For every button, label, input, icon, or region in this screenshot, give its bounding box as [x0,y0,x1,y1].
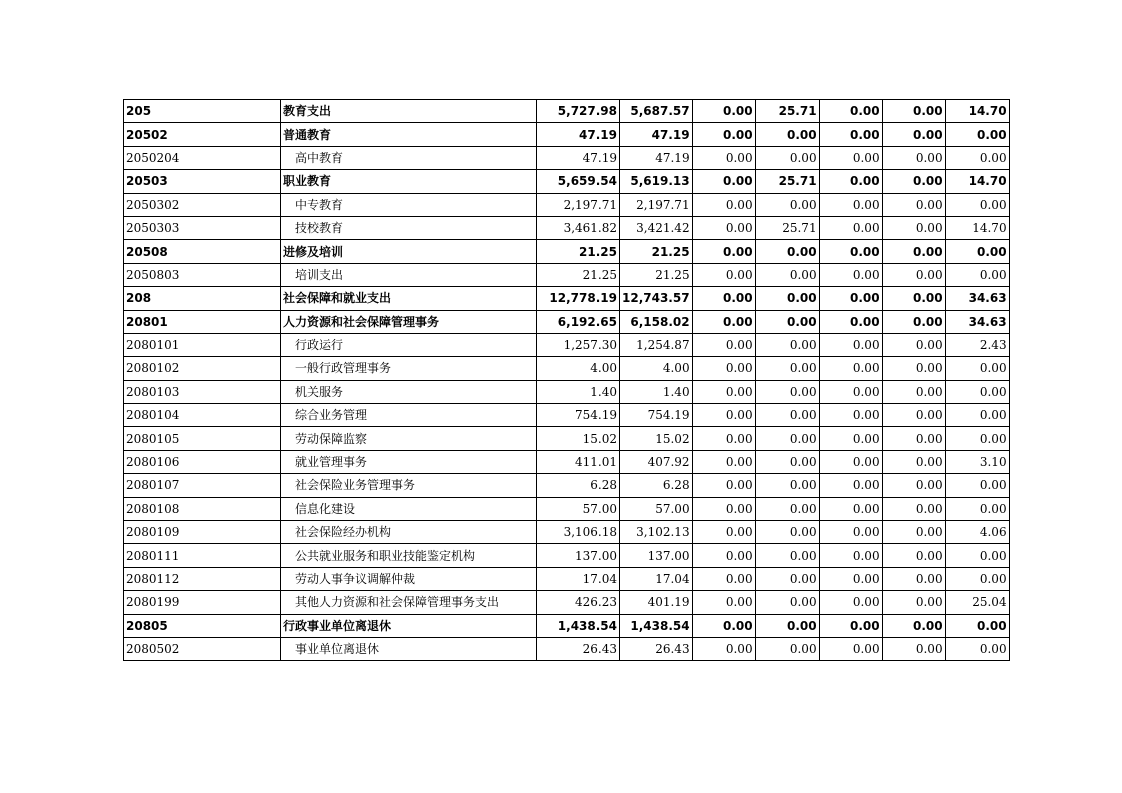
amount-cell: 0.00 [692,591,755,614]
table-row [124,450,1010,473]
amount-cell: 0.00 [692,567,755,590]
amount-cell: 12,778.19 [537,287,620,310]
amount-cell: 47.19 [620,146,693,169]
amount-cell: 0.00 [692,521,755,544]
subject-name-cell [281,333,537,356]
amount-cell: 0.00 [819,567,882,590]
amount-cell: 0.00 [882,544,945,567]
amount-cell: 754.19 [620,404,693,427]
amount-cell: 0.00 [755,146,819,169]
amount-cell: 0.00 [882,170,945,193]
table-row [124,287,1010,310]
subject-name-text: 社会保障和就业支出 [283,291,392,306]
amount-cell: 137.00 [620,544,693,567]
amount-cell: 0.00 [819,497,882,520]
amount-cell: 0.00 [755,333,819,356]
subject-code-cell: 2080106 [124,450,281,473]
amount-cell: 0.00 [755,637,819,660]
amount-cell: 12,743.57 [620,287,693,310]
amount-cell: 0.00 [882,100,945,123]
amount-cell: 25.71 [755,100,819,123]
table-row [124,146,1010,169]
amount-cell: 0.00 [755,544,819,567]
subject-code-cell: 2050303 [124,216,281,239]
amount-cell: 0.00 [882,216,945,239]
amount-cell: 14.70 [945,216,1009,239]
amount-cell: 0.00 [819,380,882,403]
amount-cell: 0.00 [692,544,755,567]
amount-cell: 14.70 [945,170,1009,193]
amount-cell: 3.10 [945,450,1009,473]
subject-code-cell: 2080199 [124,591,281,614]
amount-cell: 0.00 [755,310,819,333]
amount-cell: 4.06 [945,521,1009,544]
subject-code-cell: 2080101 [124,333,281,356]
subject-name-text: 公共就业服务和职业技能鉴定机构 [295,548,476,563]
amount-cell: 0.00 [882,333,945,356]
amount-cell: 17.04 [537,567,620,590]
amount-cell: 47.19 [537,123,620,146]
subject-name-cell [281,310,537,333]
amount-cell: 57.00 [537,497,620,520]
subject-code-cell: 20801 [124,310,281,333]
amount-cell: 21.25 [537,240,620,263]
subject-code-cell: 20805 [124,614,281,637]
amount-cell: 0.00 [755,240,819,263]
amount-cell: 1.40 [620,380,693,403]
amount-cell: 0.00 [882,357,945,380]
amount-cell: 0.00 [692,357,755,380]
subject-code-cell: 208 [124,287,281,310]
amount-cell: 0.00 [882,240,945,263]
amount-cell: 0.00 [755,614,819,637]
amount-cell: 0.00 [882,474,945,497]
subject-code-cell: 2080108 [124,497,281,520]
amount-cell: 3,461.82 [537,216,620,239]
subject-name-text: 事业单位离退休 [295,642,380,657]
amount-cell: 6.28 [620,474,693,497]
subject-name-text: 机关服务 [295,384,344,399]
subject-code-cell: 20503 [124,170,281,193]
amount-cell: 0.00 [882,521,945,544]
table-row [124,170,1010,193]
amount-cell: 3,106.18 [537,521,620,544]
table-row [124,100,1010,123]
amount-cell: 26.43 [537,637,620,660]
subject-name-text: 劳动保障监察 [295,431,368,446]
amount-cell: 1,254.87 [620,333,693,356]
subject-code-cell: 2080109 [124,521,281,544]
amount-cell: 0.00 [819,357,882,380]
amount-cell: 0.00 [755,450,819,473]
amount-cell: 0.00 [945,427,1009,450]
amount-cell: 0.00 [819,146,882,169]
amount-cell: 0.00 [945,263,1009,286]
amount-cell: 0.00 [882,310,945,333]
subject-code-cell: 2080111 [124,544,281,567]
amount-cell: 0.00 [819,614,882,637]
amount-cell: 0.00 [755,287,819,310]
subject-name-text: 进修及培训 [283,244,344,259]
amount-cell: 0.00 [755,357,819,380]
table-row [124,123,1010,146]
amount-cell: 411.01 [537,450,620,473]
amount-cell: 0.00 [882,123,945,146]
amount-cell: 5,619.13 [620,170,693,193]
amount-cell: 0.00 [819,240,882,263]
subject-code-cell: 2050204 [124,146,281,169]
amount-cell: 0.00 [819,263,882,286]
amount-cell: 0.00 [819,404,882,427]
subject-name-text: 中专教育 [295,197,344,212]
subject-name-cell [281,567,537,590]
subject-name-cell [281,170,537,193]
amount-cell: 0.00 [945,123,1009,146]
subject-name-text: 普通教育 [283,127,332,142]
amount-cell: 0.00 [692,333,755,356]
subject-code-cell: 2080105 [124,427,281,450]
subject-code-cell: 20508 [124,240,281,263]
amount-cell: 21.25 [537,263,620,286]
subject-name-cell [281,404,537,427]
amount-cell: 0.00 [882,591,945,614]
subject-name-cell [281,216,537,239]
amount-cell: 0.00 [819,591,882,614]
subject-code-cell: 2080502 [124,637,281,660]
subject-name-text: 教育支出 [283,104,332,119]
amount-cell: 2.43 [945,333,1009,356]
amount-cell: 0.00 [945,404,1009,427]
subject-code-cell: 2080104 [124,404,281,427]
subject-name-text: 综合业务管理 [295,408,368,423]
table-row [124,497,1010,520]
amount-cell: 6,158.02 [620,310,693,333]
amount-cell: 0.00 [755,497,819,520]
amount-cell: 0.00 [819,310,882,333]
amount-cell: 2,197.71 [537,193,620,216]
subject-name-text: 社会保险经办机构 [295,525,392,540]
amount-cell: 0.00 [692,310,755,333]
amount-cell: 0.00 [882,450,945,473]
subject-name-cell [281,637,537,660]
subject-code-cell: 2050302 [124,193,281,216]
amount-cell: 0.00 [692,216,755,239]
subject-name-cell [281,450,537,473]
amount-cell: 0.00 [755,521,819,544]
table-row [124,614,1010,637]
amount-cell: 0.00 [945,544,1009,567]
amount-cell: 0.00 [882,263,945,286]
amount-cell: 15.02 [537,427,620,450]
amount-cell: 47.19 [537,146,620,169]
amount-cell: 0.00 [819,521,882,544]
subject-name-cell [281,193,537,216]
amount-cell: 0.00 [945,240,1009,263]
subject-name-text: 一般行政管理事务 [295,361,392,376]
amount-cell: 14.70 [945,100,1009,123]
subject-code-cell: 205 [124,100,281,123]
subject-code-cell: 2080107 [124,474,281,497]
table-row [124,404,1010,427]
amount-cell: 0.00 [755,474,819,497]
amount-cell: 0.00 [882,287,945,310]
table-row [124,567,1010,590]
amount-cell: 4.00 [537,357,620,380]
amount-cell: 21.25 [620,240,693,263]
amount-cell: 0.00 [692,193,755,216]
amount-cell: 3,421.42 [620,216,693,239]
amount-cell: 1,438.54 [620,614,693,637]
amount-cell: 1,438.54 [537,614,620,637]
table-row [124,357,1010,380]
table-row [124,216,1010,239]
amount-cell: 57.00 [620,497,693,520]
subject-name-text: 高中教育 [295,150,344,165]
amount-cell: 4.00 [620,357,693,380]
subject-name-cell [281,100,537,123]
subject-name-cell [281,146,537,169]
subject-name-text: 社会保险业务管理事务 [295,478,416,493]
amount-cell: 0.00 [819,637,882,660]
amount-cell: 0.00 [755,193,819,216]
amount-cell: 0.00 [692,614,755,637]
table-row [124,380,1010,403]
amount-cell: 15.02 [620,427,693,450]
subject-name-cell [281,544,537,567]
subject-name-text: 技校教育 [295,221,344,236]
amount-cell: 0.00 [819,170,882,193]
amount-cell: 0.00 [945,357,1009,380]
amount-cell: 0.00 [692,474,755,497]
table-row [124,263,1010,286]
amount-cell: 0.00 [945,380,1009,403]
amount-cell: 0.00 [819,544,882,567]
table-row [124,427,1010,450]
amount-cell: 0.00 [692,240,755,263]
subject-name-cell [281,287,537,310]
amount-cell: 0.00 [692,427,755,450]
table-row [124,310,1010,333]
subject-name-cell [281,240,537,263]
amount-cell: 0.00 [945,614,1009,637]
table-row [124,521,1010,544]
amount-cell: 2,197.71 [620,193,693,216]
amount-cell: 0.00 [882,404,945,427]
amount-cell: 34.63 [945,287,1009,310]
amount-cell: 0.00 [692,497,755,520]
amount-cell: 0.00 [755,567,819,590]
amount-cell: 0.00 [945,567,1009,590]
amount-cell: 0.00 [819,287,882,310]
subject-name-cell [281,427,537,450]
table-row [124,193,1010,216]
amount-cell: 6,192.65 [537,310,620,333]
subject-name-text: 劳动人事争议调解仲裁 [295,572,416,586]
table-row [124,474,1010,497]
subject-name-cell [281,380,537,403]
subject-name-cell [281,123,537,146]
amount-cell: 17.04 [620,567,693,590]
table-row [124,544,1010,567]
amount-cell: 34.63 [945,310,1009,333]
amount-cell: 0.00 [819,427,882,450]
amount-cell: 0.00 [755,380,819,403]
subject-name-cell [281,521,537,544]
subject-code-cell: 2080103 [124,380,281,403]
amount-cell: 25.71 [755,216,819,239]
subject-code-cell: 2050803 [124,263,281,286]
subject-name-text: 行政事业单位离退休 [283,618,392,633]
amount-cell: 0.00 [819,216,882,239]
amount-cell: 0.00 [882,614,945,637]
amount-cell: 1.40 [537,380,620,403]
amount-cell: 0.00 [882,193,945,216]
amount-cell: 0.00 [755,404,819,427]
subject-name-text: 其他人力资源和社会保障管理事务支出 [295,595,500,610]
amount-cell: 0.00 [945,637,1009,660]
table-row [124,637,1010,660]
amount-cell: 0.00 [692,146,755,169]
amount-cell: 0.00 [945,497,1009,520]
subject-code-cell: 2080112 [124,567,281,590]
amount-cell: 6.28 [537,474,620,497]
subject-name-cell [281,263,537,286]
amount-cell: 0.00 [692,637,755,660]
subject-name-cell [281,474,537,497]
subject-name-text: 培训支出 [295,267,344,282]
budget-table [123,99,1010,661]
amount-cell: 0.00 [755,123,819,146]
amount-cell: 0.00 [692,287,755,310]
amount-cell: 0.00 [819,123,882,146]
amount-cell: 5,727.98 [537,100,620,123]
amount-cell: 0.00 [692,170,755,193]
subject-name-text: 职业教育 [283,174,332,189]
amount-cell: 47.19 [620,123,693,146]
amount-cell: 0.00 [692,263,755,286]
subject-name-text: 行政运行 [295,338,344,353]
subject-name-cell [281,357,537,380]
table-row [124,240,1010,263]
amount-cell: 3,102.13 [620,521,693,544]
amount-cell: 401.19 [620,591,693,614]
amount-cell: 0.00 [882,146,945,169]
subject-name-cell [281,614,537,637]
amount-cell: 0.00 [692,404,755,427]
amount-cell: 754.19 [537,404,620,427]
amount-cell: 0.00 [819,193,882,216]
amount-cell: 5,687.57 [620,100,693,123]
amount-cell: 0.00 [882,380,945,403]
amount-cell: 25.71 [755,170,819,193]
amount-cell: 0.00 [692,100,755,123]
subject-name-text: 就业管理事务 [295,455,368,470]
amount-cell: 0.00 [692,380,755,403]
table-row [124,333,1010,356]
subject-name-cell [281,497,537,520]
amount-cell: 25.04 [945,591,1009,614]
amount-cell: 26.43 [620,637,693,660]
amount-cell: 1,257.30 [537,333,620,356]
amount-cell: 0.00 [692,123,755,146]
amount-cell: 0.00 [819,450,882,473]
amount-cell: 0.00 [945,474,1009,497]
subject-name-cell [281,591,537,614]
amount-cell: 0.00 [819,474,882,497]
subject-code-cell: 20502 [124,123,281,146]
amount-cell: 0.00 [882,497,945,520]
subject-code-cell: 2080102 [124,357,281,380]
subject-name-text: 人力资源和社会保障管理事务 [283,314,440,329]
amount-cell: 0.00 [755,591,819,614]
amount-cell: 0.00 [755,263,819,286]
amount-cell: 0.00 [755,427,819,450]
amount-cell: 137.00 [537,544,620,567]
amount-cell: 407.92 [620,450,693,473]
amount-cell: 21.25 [620,263,693,286]
subject-name-text: 信息化建设 [295,501,356,516]
table-row [124,591,1010,614]
amount-cell: 0.00 [945,193,1009,216]
amount-cell: 0.00 [882,637,945,660]
amount-cell: 426.23 [537,591,620,614]
amount-cell: 0.00 [692,450,755,473]
amount-cell: 0.00 [882,427,945,450]
amount-cell: 0.00 [819,333,882,356]
amount-cell: 5,659.54 [537,170,620,193]
budget-table-body [124,100,1010,661]
amount-cell: 0.00 [882,567,945,590]
amount-cell: 0.00 [819,100,882,123]
amount-cell: 0.00 [945,146,1009,169]
